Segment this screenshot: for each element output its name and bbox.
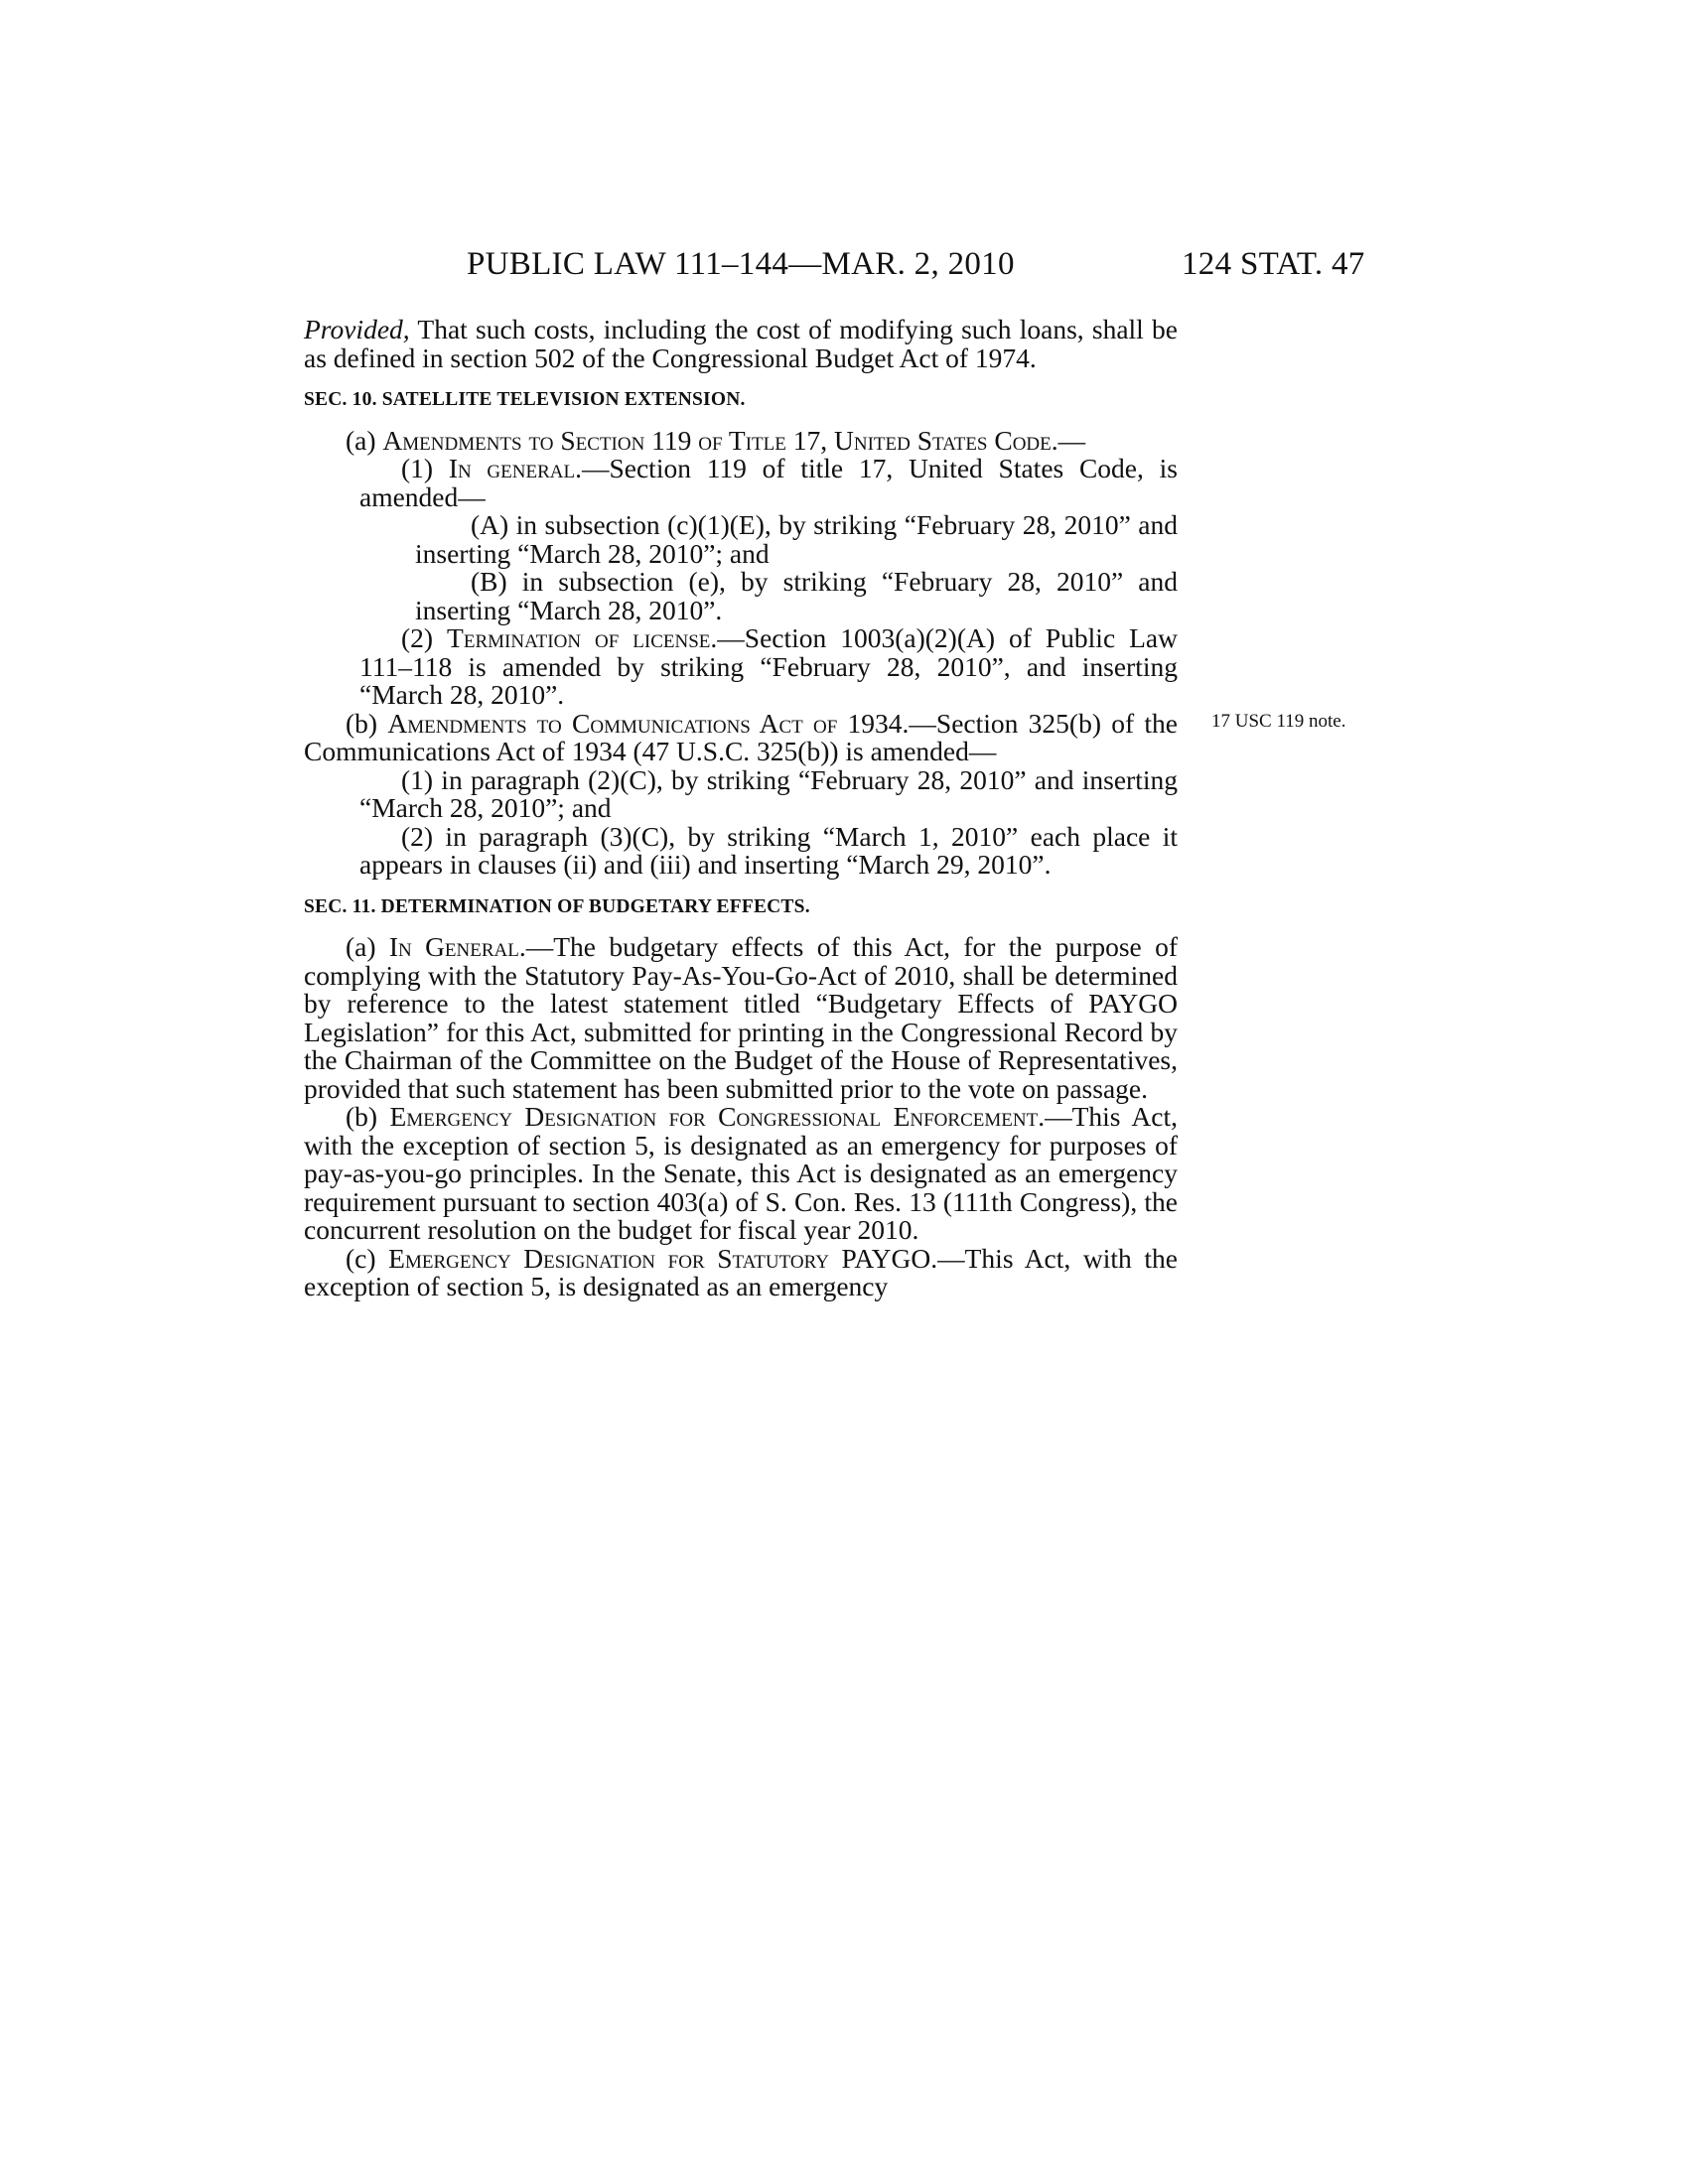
- section-11-a: (a) In General.—The budgetary effects of this Act, for the purpose of complying with the Statutory Pay-As-You-Go-Act of 2010, shall be determined by reference to the latest statement titled “Budgetary Effects of PAYGO Legislation” for this Act, submitted for printing in the Congressional Record by the Chairman of the Committee on the Budget of the House of Representatives, provided that such statement has been submitted prior to the vote on passage.: [304, 931, 1178, 1104]
- section-10-a: (a) Amendments to Section 119 of Title 17, United States Code.—: [346, 424, 1086, 456]
- caption: In general: [448, 453, 576, 483]
- section-11-heading: SEC. 11. DETERMINATION OF BUDGETARY EFFECTS.: [304, 895, 810, 917]
- caption: Emergency Designation for Statutory PAYGO: [388, 1242, 931, 1274]
- caption: Termination of license: [447, 622, 711, 653]
- paragraph-proviso: Provided, That such costs, including the cost of modifying such loans, shall be as defined in section 502 of the Congressional Budget Act of 1974.: [304, 314, 1178, 373]
- page-number: 124 STAT. 47: [1182, 246, 1365, 282]
- section-11-b: (b) Emergency Designation for Congressional Enforcement.—This Act, with the exception of section 5, is designated as an emergency for purposes of pay-as-you-go principles. In the Senate, this Act is designated as an emergency requirement pursuant to section 403(a) of S. Con. Res. 13 (111th Congress), the concurrent resolution on the budget for fiscal year 2010.: [304, 1101, 1178, 1245]
- section-10-b: (b) Amendments to Communications Act of 1934.—Section 325(b) of the Communications Act of 1934 (47 U.S.C. 325(b)) is amended—: [304, 707, 1178, 766]
- section-10-a-2: (2) Termination of license.—Section 1003(a)(2)(A) of Public Law 111–118 is amended by striking “February 28, 2010”, and inserting “March 28, 2010”.: [359, 622, 1178, 710]
- document-body: [304, 316, 1178, 1301]
- section-10-b-1: (1) in paragraph (2)(C), by striking “February 28, 2010” and inserting “March 28, 2010”; and: [359, 763, 1178, 823]
- caption: Amendments to Communications Act of 1934: [387, 707, 903, 739]
- section-10-a-1-A: (A) in subsection (c)(1)(E), by striking “February 28, 2010” and inserting “March 28, 2010”; and: [415, 509, 1178, 569]
- section-10-a-1: (1) In general.—Section 119 of title 17, United States Code, is amended—: [359, 453, 1178, 512]
- caption: Emergency Designation for Congressional Enforcement: [389, 1101, 1039, 1132]
- caption: Amendments to Section 119 of Title 17, United States Code: [382, 424, 1052, 456]
- running-header-title: PUBLIC LAW 111–144—MAR. 2, 2010: [467, 246, 1015, 282]
- margin-note: 17 USC 119 note.: [1211, 711, 1346, 732]
- section-11-c: (c) Emergency Designation for Statutory PAYGO.—This Act, with the exception of section 5, is designated as an emergency: [304, 1242, 1178, 1301]
- section-10-b-2: (2) in paragraph (3)(C), by striking “March 1, 2010” each place it appears in clauses (ii) and (iii) and inserting “March 29, 2010”.: [359, 820, 1178, 880]
- proviso-term: Provided,: [304, 314, 410, 344]
- caption: In General: [388, 931, 519, 962]
- section-10-heading: SEC. 10. SATELLITE TELEVISION EXTENSION.: [304, 389, 746, 410]
- section-10-a-1-B: (B) in subsection (e), by striking “February 28, 2010” and inserting “March 28, 2010”.: [415, 566, 1178, 625]
